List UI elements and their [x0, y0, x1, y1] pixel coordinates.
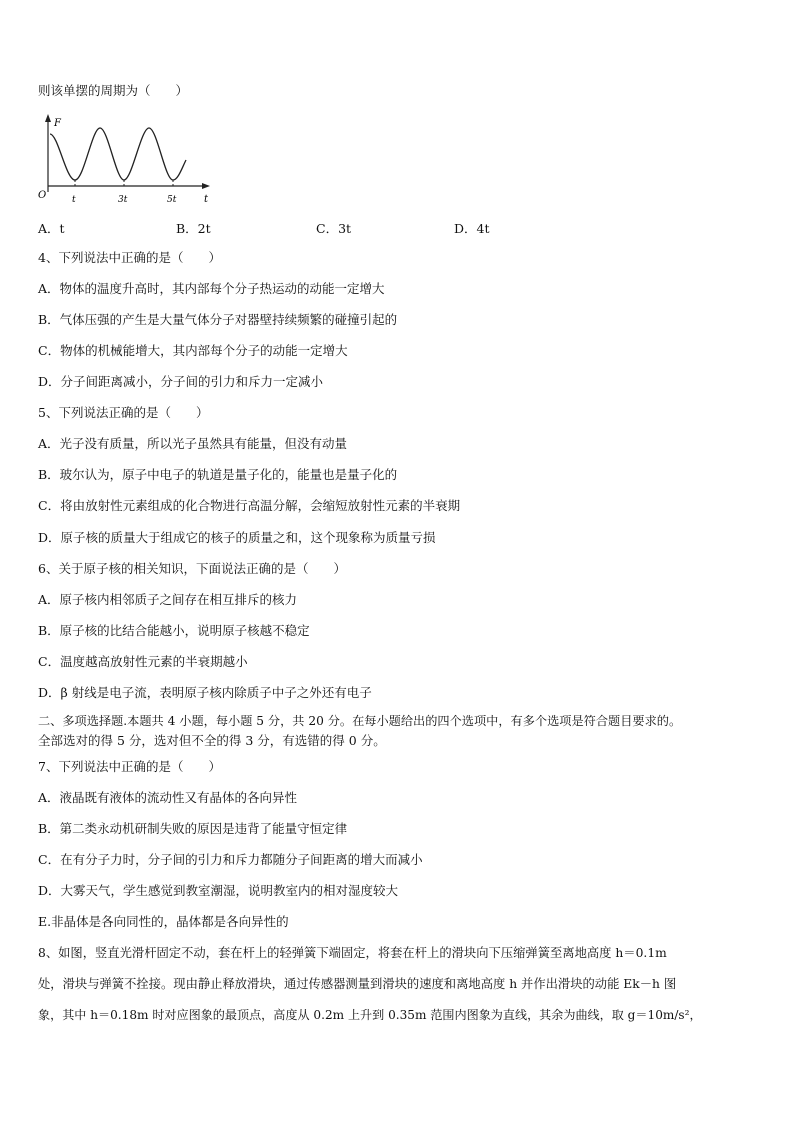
- force-curve: [50, 128, 186, 180]
- q5-option-d: D．原子核的质量大于组成它的核子的质量之和，这个现象称为质量亏损: [38, 530, 436, 545]
- q7-option-c: C．在有分子力时，分子间的引力和斥力都随分子间距离的增大而减小: [38, 852, 423, 867]
- x-axis-label: t: [204, 194, 209, 205]
- q5-option-a: A．光子没有质量，所以光子虽然具有能量，但没有动量: [38, 436, 348, 451]
- q8-text-line-1: 8、如图，竖直光滑杆固定不动，套在杆上的轻弹簧下端固定，将套在杆上的滑块向下压缩弹簧至离地高度 h＝0.1m: [38, 946, 667, 960]
- q5-stem: 5、下列说法正确的是（ ）: [38, 405, 209, 420]
- q8-text-line-3: 象，其中 h＝0.18m 时对应图象的最顶点，高度从 0.2m 上升到 0.35m 范围内图象为直线，其余为曲线，取 g＝10m/s²，: [38, 1008, 702, 1022]
- tick-label-5t: 5t: [167, 195, 177, 205]
- tick-label-t: t: [72, 195, 76, 205]
- q3-stem: 则该单摆的周期为（ ）: [38, 83, 189, 98]
- q7-option-a: A．液晶既有液体的流动性又有晶体的各向异性: [38, 790, 298, 805]
- q4-option-a: A．物体的温度升高时，其内部每个分子热运动的动能一定增大: [38, 281, 385, 296]
- y-axis-label: F: [54, 118, 61, 129]
- q4-option-b: B．气体压强的产生是大量气体分子对器壁持续频繁的碰撞引起的: [38, 312, 398, 327]
- tick-label-3t: 3t: [118, 195, 128, 205]
- q7-option-b: B．第二类永动机研制失败的原因是违背了能量守恒定律: [38, 821, 348, 836]
- section-2-heading: 二、多项选择题.本题共 4 小题，每小题 5 分，共 20 分。在每小题给出的四个选项中，有多个选项是符合题目要求的。: [38, 714, 682, 728]
- q3-option-a: A．t: [38, 221, 65, 236]
- q7-option-e: E.非晶体是各向同性的，晶体都是各向异性的: [38, 914, 289, 929]
- q3-option-d: D．4t: [454, 221, 490, 236]
- q6-option-d: D．β 射线是电子流，表明原子核内除质子中子之外还有电子: [38, 685, 372, 700]
- q7-option-d: D．大雾天气，学生感觉到教室潮湿，说明教室内的相对湿度较大: [38, 883, 399, 898]
- force-time-graph: [34, 112, 214, 208]
- q5-option-c: C．将由放射性元素组成的化合物进行高温分解，会缩短放射性元素的半衰期: [38, 498, 461, 513]
- q4-stem: 4、下列说法中正确的是（ ）: [38, 250, 221, 265]
- q6-option-a: A．原子核内相邻质子之间存在相互排斥的核力: [38, 592, 298, 607]
- q6-option-c: C．温度越高放射性元素的半衰期越小: [38, 654, 248, 669]
- q6-option-b: B．原子核的比结合能越小，说明原子核越不稳定: [38, 623, 310, 638]
- q4-option-c: C．物体的机械能增大，其内部每个分子的动能一定增大: [38, 343, 348, 358]
- origin-label: O: [38, 190, 47, 201]
- section-2-scoring: 全部选对的得 5 分，选对但不全的得 3 分，有选错的得 0 分。: [38, 733, 386, 748]
- q3-option-c: C．3t: [316, 221, 352, 236]
- x-axis-arrow: [202, 183, 210, 189]
- q3-option-b: B．2t: [176, 221, 211, 236]
- q4-option-d: D．分子间距离减小，分子间的引力和斥力一定减小: [38, 374, 324, 389]
- q5-option-b: B．玻尔认为，原子中电子的轨道是量子化的，能量也是量子化的: [38, 467, 398, 482]
- q6-stem: 6、关于原子核的相关知识，下面说法正确的是（ ）: [38, 561, 346, 576]
- y-axis-arrow: [45, 114, 51, 122]
- q7-stem: 7、下列说法中正确的是（ ）: [38, 759, 221, 774]
- q8-text-line-2: 处，滑块与弹簧不拴接。现由静止释放滑块，通过传感器测量到滑块的速度和离地高度 h 并作出滑块的动能 Ek－h 图: [38, 977, 677, 991]
